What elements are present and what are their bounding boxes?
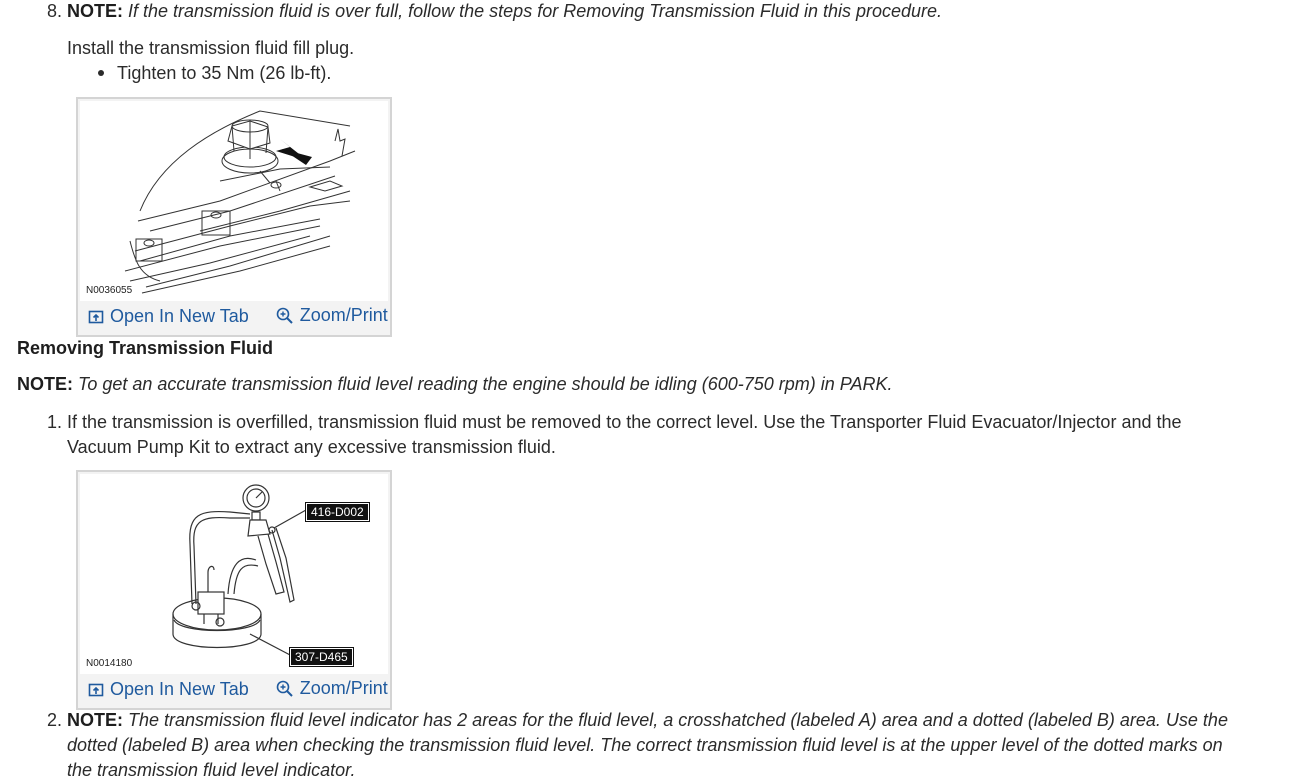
note-text: To get an accurate transmission fluid level reading the engine should be idling (600-750 rpm) in PARK. <box>78 374 893 394</box>
section-note <box>17 372 893 396</box>
figure-links <box>88 305 388 331</box>
step-8-number: 8. <box>46 1 62 21</box>
step-2-line-3: the transmission fluid level indicator. <box>67 760 356 780</box>
zoom-print-link[interactable] <box>276 305 388 326</box>
section-heading: Removing Transmission Fluid <box>17 338 274 358</box>
note-text-line-1: The transmission fluid level indicator has 2 areas for the fluid level, a crosshatched (labeled A) area and a dotted (labeled B) area. Use the <box>128 710 1228 730</box>
figure-fill-plug <box>76 97 392 337</box>
fill-plug-illustration <box>80 101 388 301</box>
step-8-instruction: Install the transmission fluid fill plug. <box>67 38 355 58</box>
open-new-tab-icon <box>88 682 104 698</box>
step-2-line-2: dotted (labeled B) area when checking the transmission fluid level. The correct transmission fluid level is at the upper level of the dotted marks on <box>67 735 1223 755</box>
open-in-new-tab-link[interactable] <box>88 306 249 327</box>
zoom-in-icon <box>276 307 294 325</box>
step-2-line-1 <box>67 708 1228 732</box>
note-text: If the transmission fluid is over full, follow the steps for Removing Transmission Fluid in this procedure. <box>128 1 943 21</box>
note-label: NOTE: <box>67 710 123 730</box>
step-1-number: 1. <box>46 412 62 432</box>
zoom-in-icon <box>276 680 294 698</box>
figure-code: N0036055 <box>86 285 133 296</box>
step-1-line-1: If the transmission is overfilled, transmission fluid must be removed to the correct level. Use the Transporter Fluid Evacuator/Injector and the <box>67 412 1182 432</box>
figure-code: N0014180 <box>86 658 133 669</box>
callout-416-d002: 416-D002 <box>306 503 369 521</box>
callout-307-d465: 307-D465 <box>290 648 353 666</box>
open-in-new-tab-label: Open In New Tab <box>110 679 249 699</box>
open-in-new-tab-link[interactable] <box>88 679 249 700</box>
step-8-bullet: Tighten to 35 Nm (26 lb-ft). <box>117 63 332 83</box>
note-label: NOTE: <box>17 374 73 394</box>
open-in-new-tab-label: Open In New Tab <box>110 306 249 326</box>
step-2-number: 2. <box>46 710 62 730</box>
bullet-dot <box>98 70 104 76</box>
zoom-print-label: Zoom/Print <box>299 305 388 325</box>
figure-fluid-evacuator <box>76 470 392 710</box>
zoom-print-link[interactable] <box>276 678 388 699</box>
step-1-line-2: Vacuum Pump Kit to extract any excessive transmission fluid. <box>67 437 556 457</box>
figure-links <box>88 678 388 704</box>
step-8-note <box>67 0 942 23</box>
open-new-tab-icon <box>88 309 104 325</box>
note-label: NOTE: <box>67 1 123 21</box>
zoom-print-label: Zoom/Print <box>299 678 388 698</box>
